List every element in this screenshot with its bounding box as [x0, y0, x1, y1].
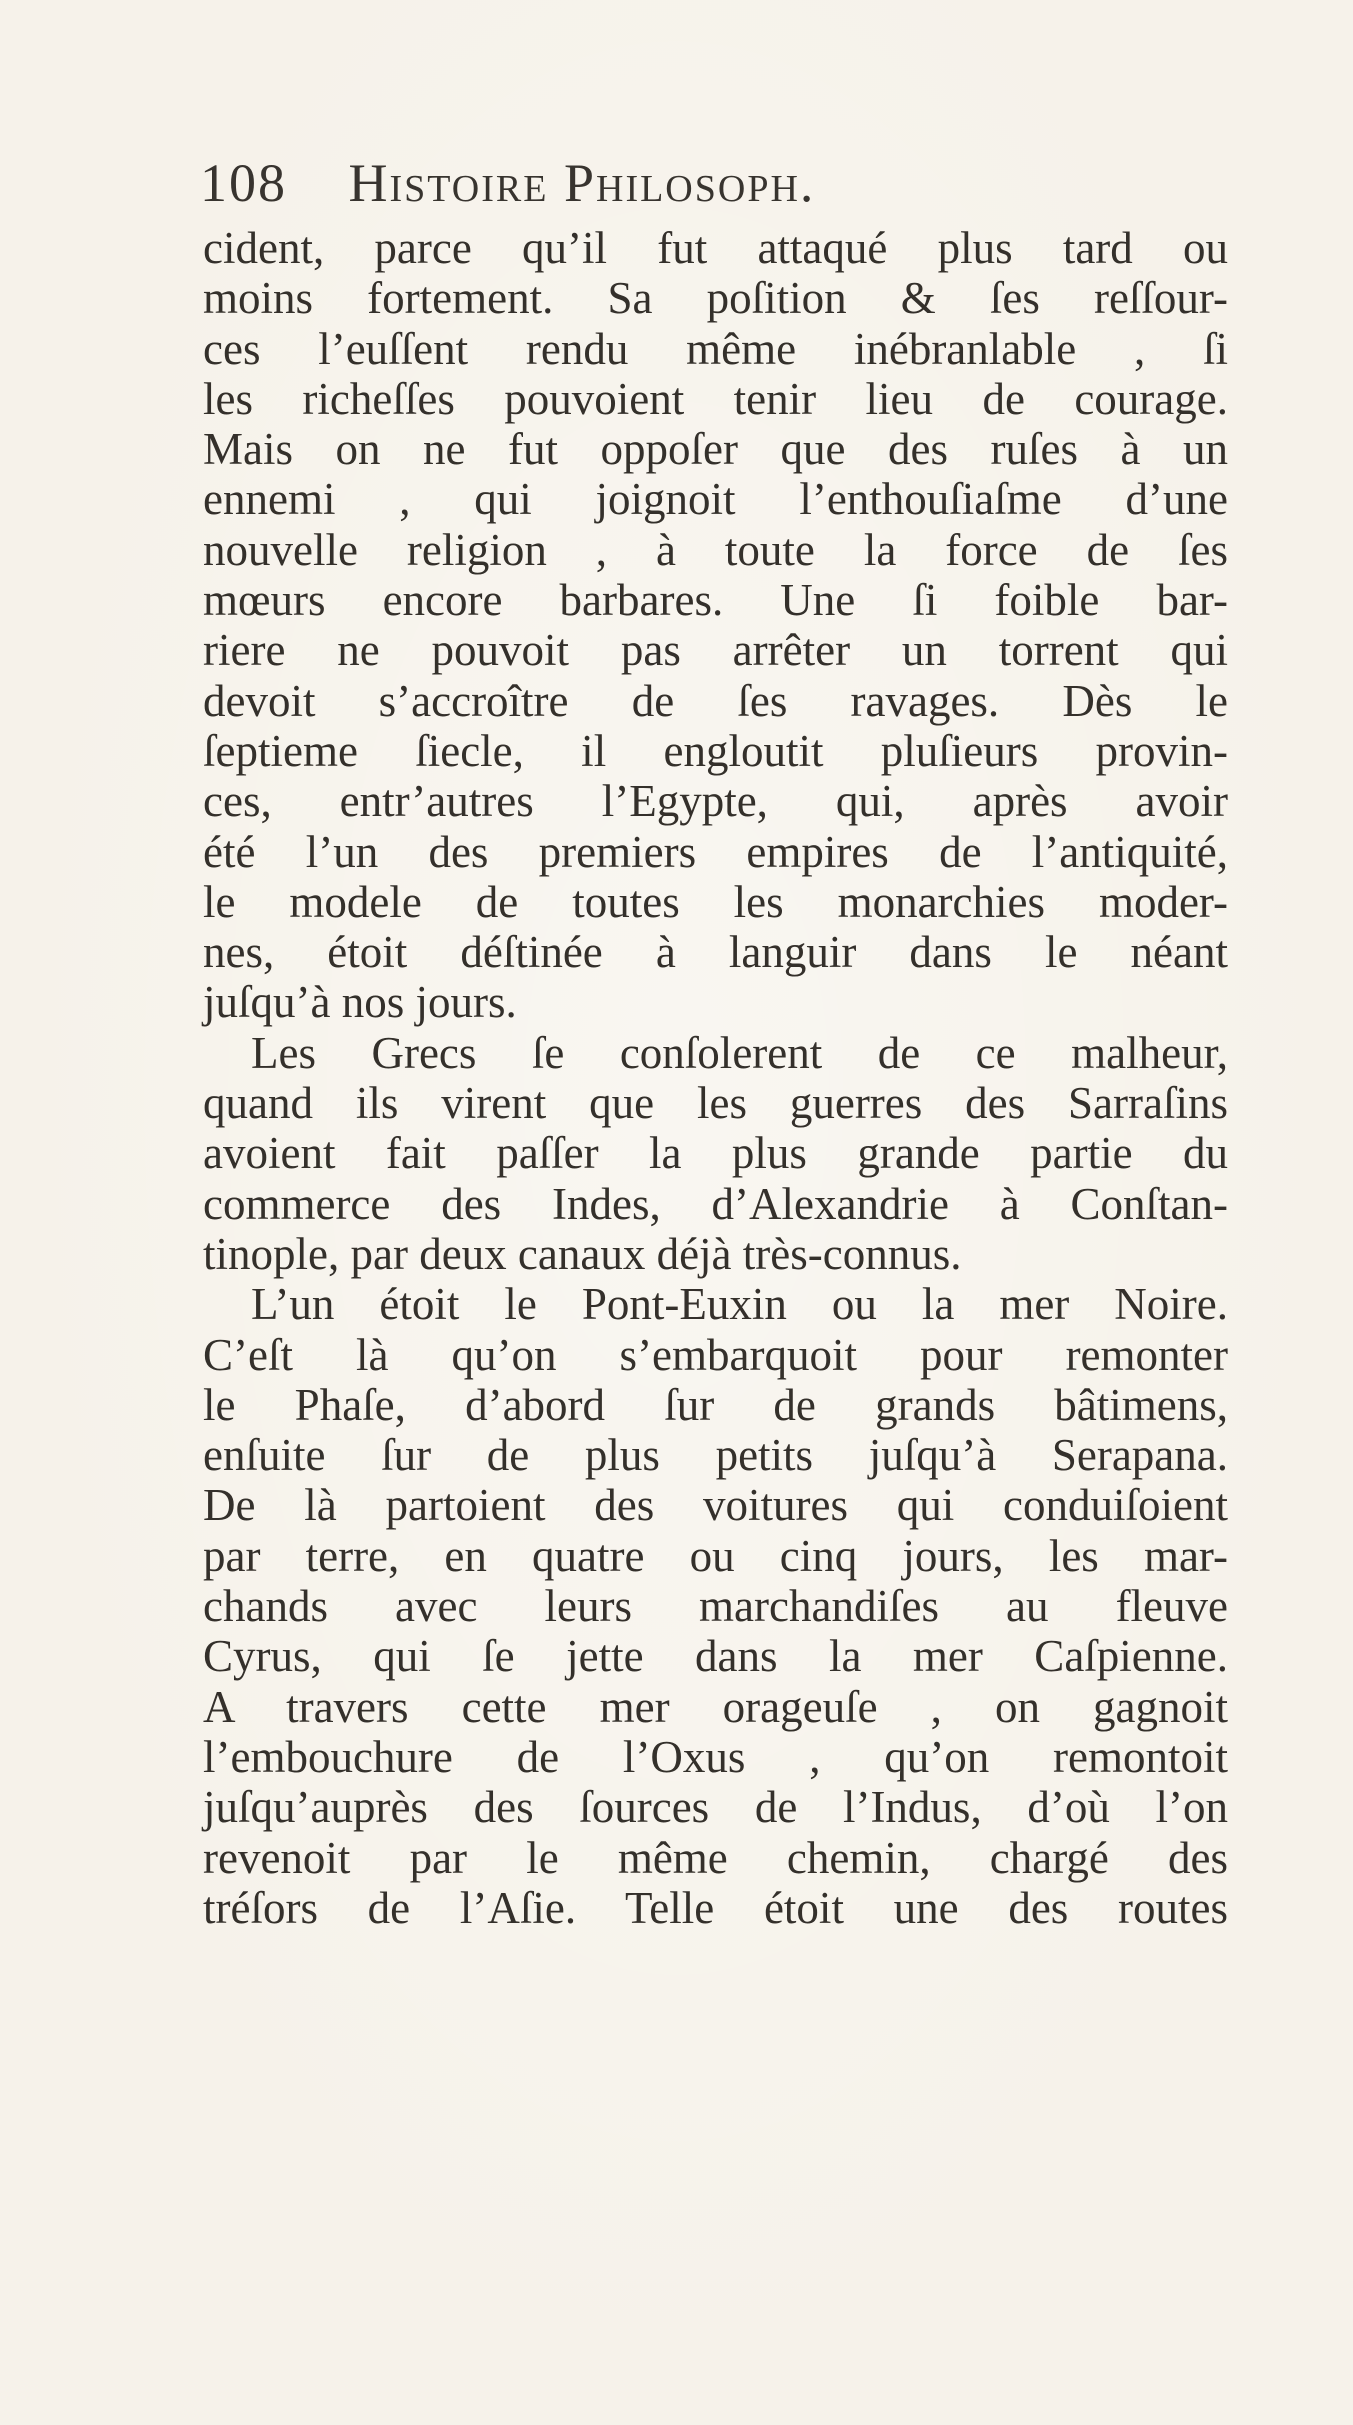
- text-line: devoit s’accroître de ſes ravages. Dès le: [203, 675, 1228, 726]
- text-line: Les Grecs ſe conſolerent de ce malheur,: [251, 1027, 1228, 1078]
- text-line: juſqu’à nos jours.: [203, 977, 517, 1028]
- text-line: nouvelle religion , à toute la force de ſes: [203, 524, 1228, 575]
- text-line: ces, entr’autres l’Egypte, qui, après avoir: [203, 776, 1228, 827]
- text-line: Cyrus, qui ſe jette dans la mer Caſpienne.: [203, 1631, 1228, 1682]
- running-head: [200, 152, 1200, 222]
- text-line: par terre, en quatre ou cinq jours, les mar-: [203, 1530, 1228, 1581]
- text-line: ces l’euſſent rendu même inébranlable , ſi: [203, 323, 1228, 374]
- text-line: juſqu’auprès des ſources de l’Indus, d’où l’on: [203, 1782, 1228, 1833]
- text-line: ennemi , qui joignoit l’enthouſiaſme d’une: [203, 474, 1228, 525]
- text-line: mœurs encore barbares. Une ſi foible bar-: [203, 575, 1228, 626]
- text-line: moins fortement. Sa poſition & ſes reſſour-: [203, 273, 1228, 324]
- text-line: commerce des Indes, d’Alexandrie à Conſtan-: [203, 1178, 1228, 1229]
- text-line: le modele de toutes les monarchies moder-: [203, 876, 1228, 927]
- text-line: De là partoient des voitures qui conduiſoient: [203, 1480, 1228, 1531]
- text-line: quand ils virent que les guerres des Sarraſins: [203, 1078, 1228, 1129]
- text-line: A travers cette mer orageuſe , on gagnoit: [203, 1681, 1228, 1732]
- text-line: ſeptieme ſiecle, il engloutit pluſieurs provin-: [203, 725, 1228, 776]
- text-line: l’embouchure de l’Oxus , qu’on remontoit: [203, 1731, 1228, 1782]
- text-line: nes, étoit déſtinée à languir dans le néant: [203, 927, 1228, 978]
- text-line: revenoit par le même chemin, chargé des: [203, 1832, 1228, 1883]
- text-line: tinople, par deux canaux déjà très-connus.: [203, 1228, 962, 1279]
- text-line: C’eſt là qu’on s’embarquoit pour remonter: [203, 1329, 1228, 1380]
- text-line: enſuite ſur de plus petits juſqu’à Serapana.: [203, 1430, 1228, 1481]
- text-line: les richeſſes pouvoient tenir lieu de courage.: [203, 373, 1228, 424]
- text-line: avoient fait paſſer la plus grande partie du: [203, 1128, 1228, 1179]
- text-line: L’un étoit le Pont-Euxin ou la mer Noire.: [251, 1279, 1228, 1330]
- body-text: [203, 223, 1228, 1933]
- text-line: chands avec leurs marchandiſes au fleuve: [203, 1581, 1228, 1632]
- text-line: tréſors de l’Aſie. Telle étoit une des routes: [203, 1882, 1228, 1933]
- text-line: cident, parce qu’il fut attaqué plus tard ou: [203, 223, 1228, 273]
- text-line: été l’un des premiers empires de l’antiquité,: [203, 826, 1228, 877]
- text-line: Mais on ne fut oppoſer que des ruſes à un: [203, 424, 1228, 475]
- running-title: Histoire Philosoph.: [348, 153, 816, 213]
- page-number: 108: [200, 153, 287, 213]
- text-line: le Phaſe, d’abord ſur de grands bâtimens,: [203, 1379, 1228, 1430]
- text-line: riere ne pouvoit pas arrêter un torrent qui: [203, 625, 1228, 676]
